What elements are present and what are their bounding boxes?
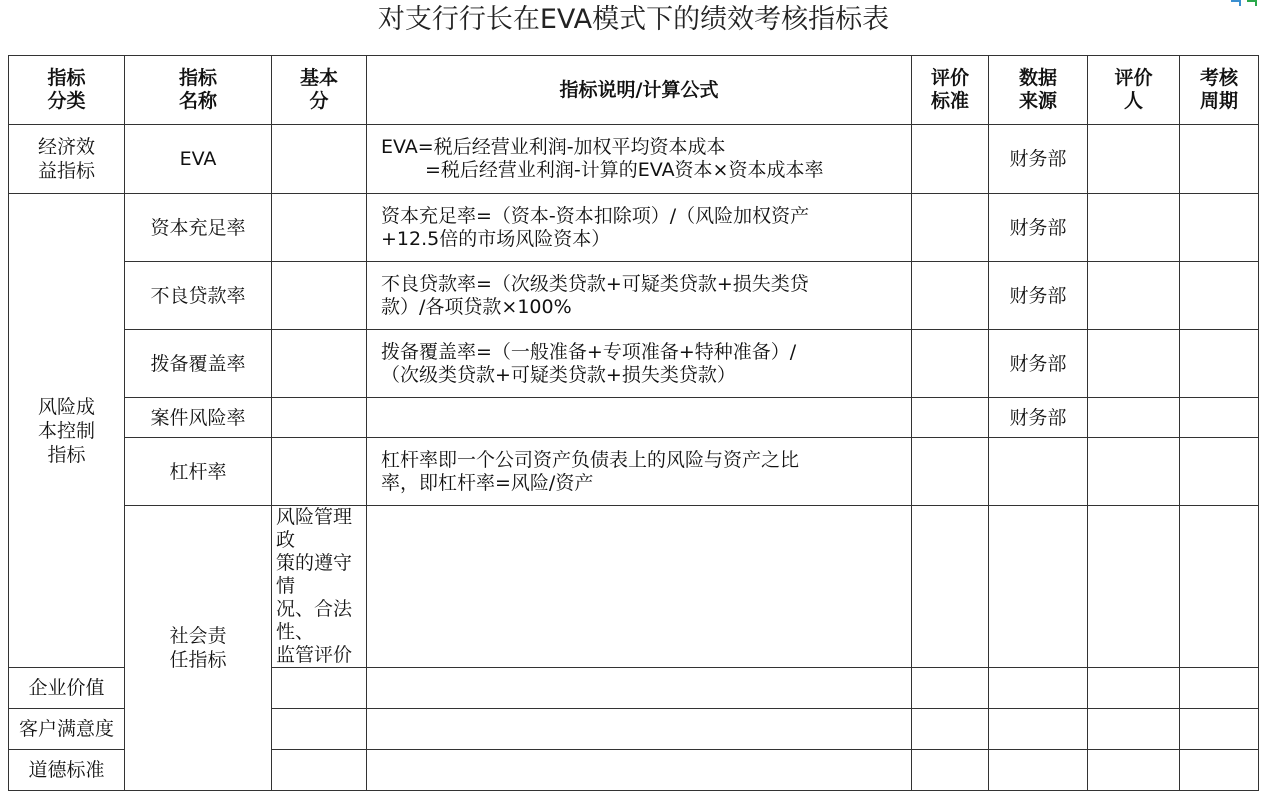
formula-cell: EVA=税后经营业利润-加权平均资本成本 =税后经营业利润-计算的EVA资本×资本成本率	[367, 125, 912, 194]
period-cell	[1180, 398, 1259, 438]
category-social: 社会责 任指标	[125, 506, 272, 791]
header-row	[9, 56, 1259, 125]
source-cell	[1088, 506, 1180, 668]
period-cell	[1180, 709, 1259, 750]
category-economic: 经济效 益指标	[9, 125, 125, 194]
header-formula: 指标说明/计算公式	[367, 56, 912, 125]
period-cell	[1180, 668, 1259, 709]
base-score-cell	[272, 709, 367, 750]
base-score-cell	[272, 750, 367, 791]
source-cell	[989, 709, 1088, 750]
evaluator-cell	[1088, 262, 1180, 330]
table-row	[9, 125, 1259, 194]
table-row	[9, 438, 1259, 506]
evaluator-cell	[1180, 506, 1259, 668]
source-cell: 财务部	[989, 398, 1088, 438]
indicator-name: 风险管理政 策的遵守情 况、合法性、 监管评价	[272, 506, 367, 668]
standard-cell	[912, 438, 989, 506]
header-standard: 评价 标准	[912, 56, 989, 125]
standard-cell	[912, 262, 989, 330]
indicator-name: 杠杆率	[125, 438, 272, 506]
base-score-cell	[272, 194, 367, 262]
evaluator-cell	[1088, 330, 1180, 398]
source-cell: 财务部	[989, 330, 1088, 398]
formula-cell: 拨备覆盖率=（一般准备+专项准备+特种准备）/ （次级类贷款+可疑类贷款+损失类贷款）	[367, 330, 912, 398]
formula-cell: 杠杆率即一个公司资产负债表上的风险与资产之比 率，即杠杆率=风险/资产	[367, 438, 912, 506]
indicator-name: 企业价值	[9, 668, 125, 709]
base-score-cell	[272, 125, 367, 194]
formula-cell	[367, 750, 912, 791]
base-score-cell	[272, 330, 367, 398]
standard-cell	[912, 750, 989, 791]
formula-cell: 不良贷款率=（次级类贷款+可疑类贷款+损失类贷 款）/各项贷款×100%	[367, 262, 912, 330]
table-row	[9, 398, 1259, 438]
indicator-name: 不良贷款率	[125, 262, 272, 330]
source-cell: 财务部	[989, 125, 1088, 194]
table-row	[9, 506, 1259, 668]
table-row	[9, 262, 1259, 330]
standard-cell	[912, 398, 989, 438]
standard-cell	[989, 506, 1088, 668]
formula-cell	[912, 506, 989, 668]
standard-cell	[912, 668, 989, 709]
source-cell	[989, 750, 1088, 791]
formula-cell	[367, 709, 912, 750]
source-cell: 财务部	[989, 194, 1088, 262]
standard-cell	[912, 709, 989, 750]
evaluator-cell	[1088, 438, 1180, 506]
header-category: 指标 分类	[9, 56, 125, 125]
standard-cell	[912, 125, 989, 194]
evaluator-cell	[1088, 709, 1180, 750]
table-row	[9, 330, 1259, 398]
header-source: 数据 来源	[989, 56, 1088, 125]
base-score-cell	[272, 438, 367, 506]
evaluator-cell	[1088, 194, 1180, 262]
indicator-name: 客户满意度	[9, 709, 125, 750]
standard-cell	[912, 330, 989, 398]
base-score-cell	[272, 262, 367, 330]
header-evaluator: 评价 人	[1088, 56, 1180, 125]
formula-cell	[367, 398, 912, 438]
evaluator-cell	[1088, 750, 1180, 791]
page-title: 对支行行长在EVA模式下的绩效考核指标表	[377, 4, 890, 35]
kpi-table	[8, 55, 1259, 791]
indicator-name: 案件风险率	[125, 398, 272, 438]
table-row	[9, 194, 1259, 262]
base-score-cell	[367, 506, 912, 668]
header-base-score: 基本 分	[272, 56, 367, 125]
category-risk: 风险成 本控制 指标	[9, 194, 125, 668]
period-cell	[1180, 194, 1259, 262]
indicator-name: 拨备覆盖率	[125, 330, 272, 398]
period-cell	[1180, 750, 1259, 791]
evaluator-cell	[1088, 125, 1180, 194]
period-cell	[1180, 125, 1259, 194]
period-cell	[1180, 330, 1259, 398]
evaluator-cell	[1088, 398, 1180, 438]
base-score-cell	[272, 398, 367, 438]
period-cell	[1180, 262, 1259, 330]
source-cell: 财务部	[989, 262, 1088, 330]
header-period: 考核 周期	[1180, 56, 1259, 125]
base-score-cell	[272, 668, 367, 709]
evaluator-cell	[1088, 668, 1180, 709]
formula-cell	[367, 668, 912, 709]
indicator-name: 道德标准	[9, 750, 125, 791]
header-name: 指标 名称	[125, 56, 272, 125]
corner-logo-icon	[1231, 0, 1261, 12]
source-cell	[989, 438, 1088, 506]
period-cell	[1180, 438, 1259, 506]
source-cell	[989, 668, 1088, 709]
formula-cell: 资本充足率=（资本-资本扣除项）/（风险加权资产 +12.5倍的市场风险资本）	[367, 194, 912, 262]
indicator-name: 资本充足率	[125, 194, 272, 262]
indicator-name: EVA	[125, 125, 272, 194]
standard-cell	[912, 194, 989, 262]
